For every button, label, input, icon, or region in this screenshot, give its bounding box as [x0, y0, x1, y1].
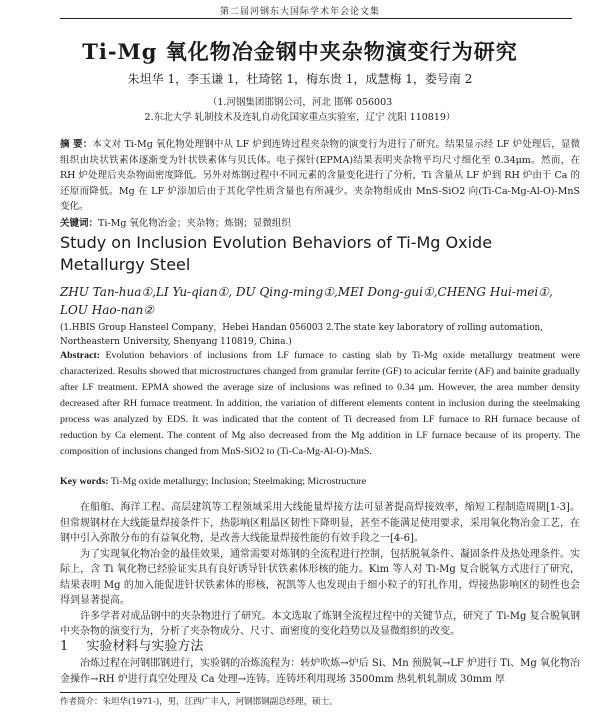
body-methods — [60, 656, 580, 687]
english-keywords — [60, 476, 366, 487]
chinese-keywords — [60, 215, 291, 229]
chinese-keywords-label: 关键词： — [60, 218, 99, 229]
chinese-abstract-text: 本文对 Ti-Mg 氧化物处理钢中从 LF 炉到连铸过程夹杂物的演变行为进行了研究。结果显示经 LF 炉处理后，显微组织由块状铁素体逐渐变为针状铁素体与贝氏体。电子探针(EPMA)结果表明夹杂物平均尺寸细化至 0.34μm。然而，在 RH 炉处理后夹杂物面密度降低。另外对炼钢过程中不同元素的含量变化进行了分析，Ti 含量从 LF 炉到 RH 炉由于 Ca 的还原而降低。Mg 在 LF 炉添加后由于其化学性质含量也有所减少。夹杂物组成由 MnS-SiO2 向(Ti-Ca-Mg-Al-O)-MnS 变化。 — [60, 139, 580, 212]
body-paragraph-3: 许多学者对成品钢中的夹杂物进行了研究。本文选取了炼钢全流程过程中的关键节点，研究了 Ti-Mg 复合脱氧钢中夹杂物的演变行为，分析了夹杂物成分、尺寸、面密度的变化趋势以及显微组织的改变。 — [60, 610, 580, 637]
english-abstract-text: Evolution behaviors of inclusions from LF furnace to casting slab by Ti-Mg oxide metallurgy treatment were characterized. Results showed that microstructures changed from granular ferrite (GF) to acicular ferrite (AF) and bainite gradually after LF treatment. EPMA showed the average size of inclusions was refined to 0.34 μm. However, the area number density decreased after RH furnace treatment. In addition, the variation of different elements content in inclusion during the steelmaking process was analyzed by EDS. It was indicated that the content of Ti decreased from LF furnace to RH furnace because of reduction by Ca element. The content of Mg also decreased from the Mg addition in LF furnace because of its property. The composition of inclusions changed from MnS-SiO2 to (Ti-Ca-Mg-Al-O)-MnS. — [60, 350, 581, 457]
english-keywords-text: Ti-Mg oxide metallurgy; Inclusion; Steelmaking; Microstructure — [110, 476, 367, 487]
header-rule — [60, 18, 572, 19]
chinese-abstract — [60, 137, 580, 215]
body-intro — [60, 500, 580, 640]
chinese-abstract-label: 摘 要： — [60, 139, 93, 150]
english-keywords-label: Key words: — [60, 476, 109, 487]
chinese-affiliation-1: （1.河钢集团邯钢公司，河北 邯郸 056003 — [207, 97, 393, 108]
english-affiliation: (1.HBIS Group Hansteel Company，Hebei Handan 056003 2.The state key laboratory of rolling automation, Northeastern University, Shenyang 110819, China.) — [60, 323, 543, 347]
body-paragraph-2: 为了实现氧化物冶金的最佳效果，通常需要对炼钢的全流程进行控制，包括脱氧条件、凝固条件及热处理条件。实际上，含 Ti 氧化物已经验证实具有良好诱导针状铁素体形核的能力。Kim 等人对 Ti-Mg 复合脱氧方式进行了研究，结果表明 Mg 的加入能促进针状铁素体的形核，祝凯等人也发现由于细小粒子的钉扎作用，焊接热影响区的韧性也会得到显著提高。 — [60, 548, 580, 606]
section-heading — [60, 635, 203, 654]
english-authors: ZHU Tan-hua①,LI Yu-qian①, DU Qing-ming①,MEI Dong-gui①,CHENG Hui-mei①, LOU Hao-nan② — [60, 285, 553, 317]
english-abstract — [60, 348, 580, 460]
chinese-title: Ti-Mg 氧化物冶金钢中夹杂物演变行为研究 — [82, 39, 518, 64]
footnote-rule — [60, 692, 240, 693]
chinese-affiliation-2: 2.东北大学 轧制技术及连轧自动化国家重点实验室，辽宁 沈阳 110819） — [144, 112, 456, 123]
chinese-authors: 朱坦华 1，李玉谦 1，杜琦铭 1，梅东贵 1，成慧梅 1，娄号南 2 — [127, 72, 473, 86]
section-number: 1 — [60, 639, 69, 654]
author-footnote: 作者简介：朱坦华(1971-)，男，江西广丰人，河钢邯钢副总经理，硕士。 — [60, 697, 338, 707]
body-paragraph-1: 在船舶、海洋工程、高层建筑等工程领域采用大线能量焊接方法可显著提高焊接效率，缩短工程制造周期[1-3]。但常规钢材在大线能量焊接条件下，热影响区粗晶区韧性下降明显，甚至不能满足使用要求，采用氧化物冶金工艺，在钢中引入弥散分布的有益氧化物，是改善大线能量焊接性能的有效手段之一[4-6]。 — [60, 502, 580, 544]
section-title: 实验材料与实验方法 — [86, 639, 204, 654]
body-paragraph-4: 冶炼过程在河钢邯钢进行，实验钢的冶炼流程为：转炉吹炼→炉后 Si、Mn 预脱氧→LF 炉进行 Ti、Mg 氧化物冶金操作→RH 炉进行真空处理及 Ca 处理→连铸。连铸坯利用现场 3500mm 热轧机轧制成 30mm 厚 — [60, 658, 580, 685]
english-abstract-label: Abstract: — [60, 350, 101, 361]
chinese-keywords-text: Ti-Mg 氧化物冶金；夹杂物；炼钢；显微组织 — [98, 218, 291, 229]
english-title: Study on Inclusion Evolution Behaviors of Ti-Mg Oxide Metallurgy Steel — [60, 233, 493, 274]
running-header: 第二届河钢东大国际学术年会论文集 — [219, 7, 380, 17]
